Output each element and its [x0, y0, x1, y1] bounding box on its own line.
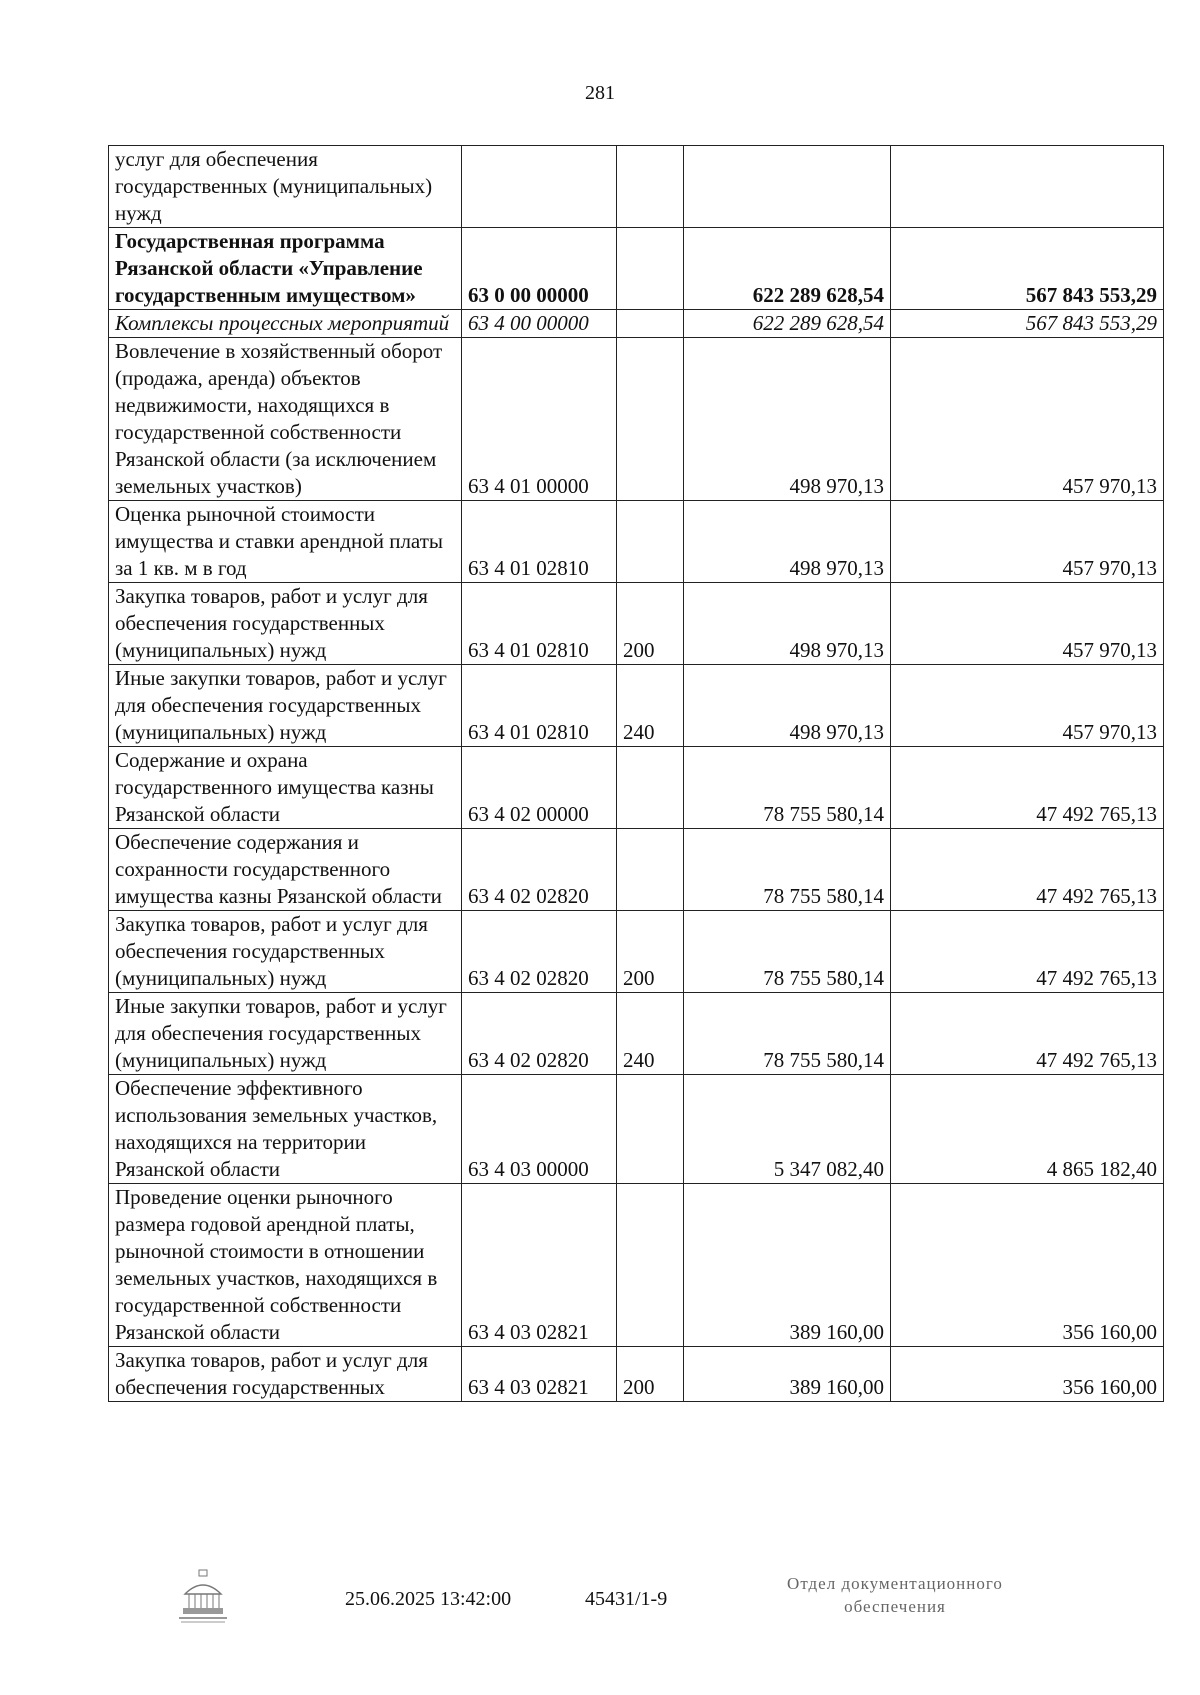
- row-name-cell: Содержание и охрана государственного имущества казны Рязанской области: [109, 747, 462, 829]
- row-vr-cell: [617, 338, 684, 501]
- row-sum2-cell: 457 970,13: [891, 665, 1164, 747]
- table-row: [109, 829, 1164, 911]
- row-sum2-cell: 457 970,13: [891, 338, 1164, 501]
- row-code-cell: 63 4 01 02810: [462, 583, 617, 665]
- row-sum2-cell: 47 492 765,13: [891, 911, 1164, 993]
- row-sum1-cell: 78 755 580,14: [684, 911, 891, 993]
- row-name-cell: Закупка товаров, работ и услуг для обеспечения государственных (муниципальных) нужд: [109, 911, 462, 993]
- row-name-cell: Государственная программа Рязанской области «Управление государственным имуществом»: [109, 228, 462, 310]
- table-row: [109, 1347, 1164, 1402]
- duma-emblem-icon: [175, 1568, 231, 1624]
- row-sum1-cell: 5 347 082,40: [684, 1075, 891, 1184]
- document-number: 45431/1-9: [585, 1588, 668, 1610]
- row-name-cell: Проведение оценки рыночного размера годовой арендной платы, рыночной стоимости в отношении земельных участков, находящихся в государственной собственности Рязанской области: [109, 1184, 462, 1347]
- row-name-cell: Комплексы процессных мероприятий: [109, 310, 462, 338]
- table-row: [109, 501, 1164, 583]
- row-name-cell: Оценка рыночной стоимости имущества и ставки арендной платы за 1 кв. м в год: [109, 501, 462, 583]
- row-vr-cell: [617, 1075, 684, 1184]
- row-vr-cell: [617, 228, 684, 310]
- row-sum1-cell: 498 970,13: [684, 501, 891, 583]
- row-sum1-cell: 78 755 580,14: [684, 829, 891, 911]
- row-name-cell: услуг для обеспечения государственных (муниципальных) нужд: [109, 146, 462, 228]
- row-code-cell: 63 4 02 02820: [462, 911, 617, 993]
- row-vr-cell: [617, 310, 684, 338]
- row-sum2-cell: 47 492 765,13: [891, 993, 1164, 1075]
- row-vr-cell: [617, 146, 684, 228]
- row-sum1-cell: 498 970,13: [684, 665, 891, 747]
- row-code-cell: 63 4 02 00000: [462, 747, 617, 829]
- table-row: [109, 583, 1164, 665]
- row-sum2-cell: 47 492 765,13: [891, 747, 1164, 829]
- row-sum1-cell: 78 755 580,14: [684, 993, 891, 1075]
- row-name-cell: Вовлечение в хозяйственный оборот (продажа, аренда) объектов недвижимости, находящихся в государственной собственности Рязанской области (за исключением земельных участков): [109, 338, 462, 501]
- row-code-cell: 63 0 00 00000: [462, 228, 617, 310]
- row-sum1-cell: 622 289 628,54: [684, 310, 891, 338]
- row-sum1-cell: 389 160,00: [684, 1184, 891, 1347]
- row-sum2-cell: 457 970,13: [891, 501, 1164, 583]
- budget-table-body: [109, 146, 1164, 1402]
- row-name-cell: Обеспечение эффективного использования земельных участков, находящихся на территории Рязанской области: [109, 1075, 462, 1184]
- row-name-cell: Закупка товаров, работ и услуг для обеспечения государственных (муниципальных) нужд: [109, 583, 462, 665]
- row-code-cell: 63 4 01 02810: [462, 665, 617, 747]
- row-sum2-cell: 567 843 553,29: [891, 310, 1164, 338]
- row-sum2-cell: 356 160,00: [891, 1347, 1164, 1402]
- table-row: [109, 993, 1164, 1075]
- table-row: [109, 338, 1164, 501]
- row-code-cell: 63 4 03 02821: [462, 1184, 617, 1347]
- row-name-cell: Закупка товаров, работ и услуг для обеспечения государственных: [109, 1347, 462, 1402]
- row-code-cell: 63 4 00 00000: [462, 310, 617, 338]
- row-vr-cell: 240: [617, 993, 684, 1075]
- row-vr-cell: [617, 747, 684, 829]
- table-row: [109, 310, 1164, 338]
- row-sum2-cell: 4 865 182,40: [891, 1075, 1164, 1184]
- row-sum2-cell: 567 843 553,29: [891, 228, 1164, 310]
- row-vr-cell: [617, 501, 684, 583]
- row-code-cell: 63 4 02 02820: [462, 993, 617, 1075]
- department-stamp: [760, 1572, 1030, 1618]
- row-vr-cell: 200: [617, 583, 684, 665]
- budget-table: [108, 145, 1164, 1402]
- row-code-cell: 63 4 02 02820: [462, 829, 617, 911]
- row-vr-cell: 200: [617, 911, 684, 993]
- row-sum1-cell: 622 289 628,54: [684, 228, 891, 310]
- row-code-cell: 63 4 01 00000: [462, 338, 617, 501]
- row-code-cell: 63 4 03 00000: [462, 1075, 617, 1184]
- table-row: [109, 911, 1164, 993]
- department-stamp-line2: обеспечения: [844, 1597, 946, 1616]
- row-sum1-cell: 498 970,13: [684, 583, 891, 665]
- table-row: [109, 228, 1164, 310]
- registration-date: 25.06.2025 13:42:00: [345, 1588, 512, 1610]
- row-code-cell: [462, 146, 617, 228]
- row-vr-cell: [617, 1184, 684, 1347]
- row-sum1-cell: 498 970,13: [684, 338, 891, 501]
- row-name-cell: Иные закупки товаров, работ и услуг для обеспечения государственных (муниципальных) нужд: [109, 665, 462, 747]
- table-row: [109, 1075, 1164, 1184]
- department-stamp-line1: Отдел документационного: [787, 1574, 1003, 1593]
- row-sum2-cell: 457 970,13: [891, 583, 1164, 665]
- table-row: [109, 1184, 1164, 1347]
- row-sum2-cell: 47 492 765,13: [891, 829, 1164, 911]
- table-row: [109, 146, 1164, 228]
- page-number: 281: [585, 82, 615, 104]
- row-vr-cell: [617, 829, 684, 911]
- row-sum1-cell: [684, 146, 891, 228]
- row-sum2-cell: [891, 146, 1164, 228]
- row-name-cell: Обеспечение содержания и сохранности государственного имущества казны Рязанской области: [109, 829, 462, 911]
- footer: [0, 1568, 1200, 1648]
- row-sum1-cell: 78 755 580,14: [684, 747, 891, 829]
- row-sum2-cell: 356 160,00: [891, 1184, 1164, 1347]
- row-code-cell: 63 4 01 02810: [462, 501, 617, 583]
- row-code-cell: 63 4 03 02821: [462, 1347, 617, 1402]
- table-row: [109, 747, 1164, 829]
- row-sum1-cell: 389 160,00: [684, 1347, 891, 1402]
- table-row: [109, 665, 1164, 747]
- row-name-cell: Иные закупки товаров, работ и услуг для обеспечения государственных (муниципальных) нужд: [109, 993, 462, 1075]
- row-vr-cell: 240: [617, 665, 684, 747]
- row-vr-cell: 200: [617, 1347, 684, 1402]
